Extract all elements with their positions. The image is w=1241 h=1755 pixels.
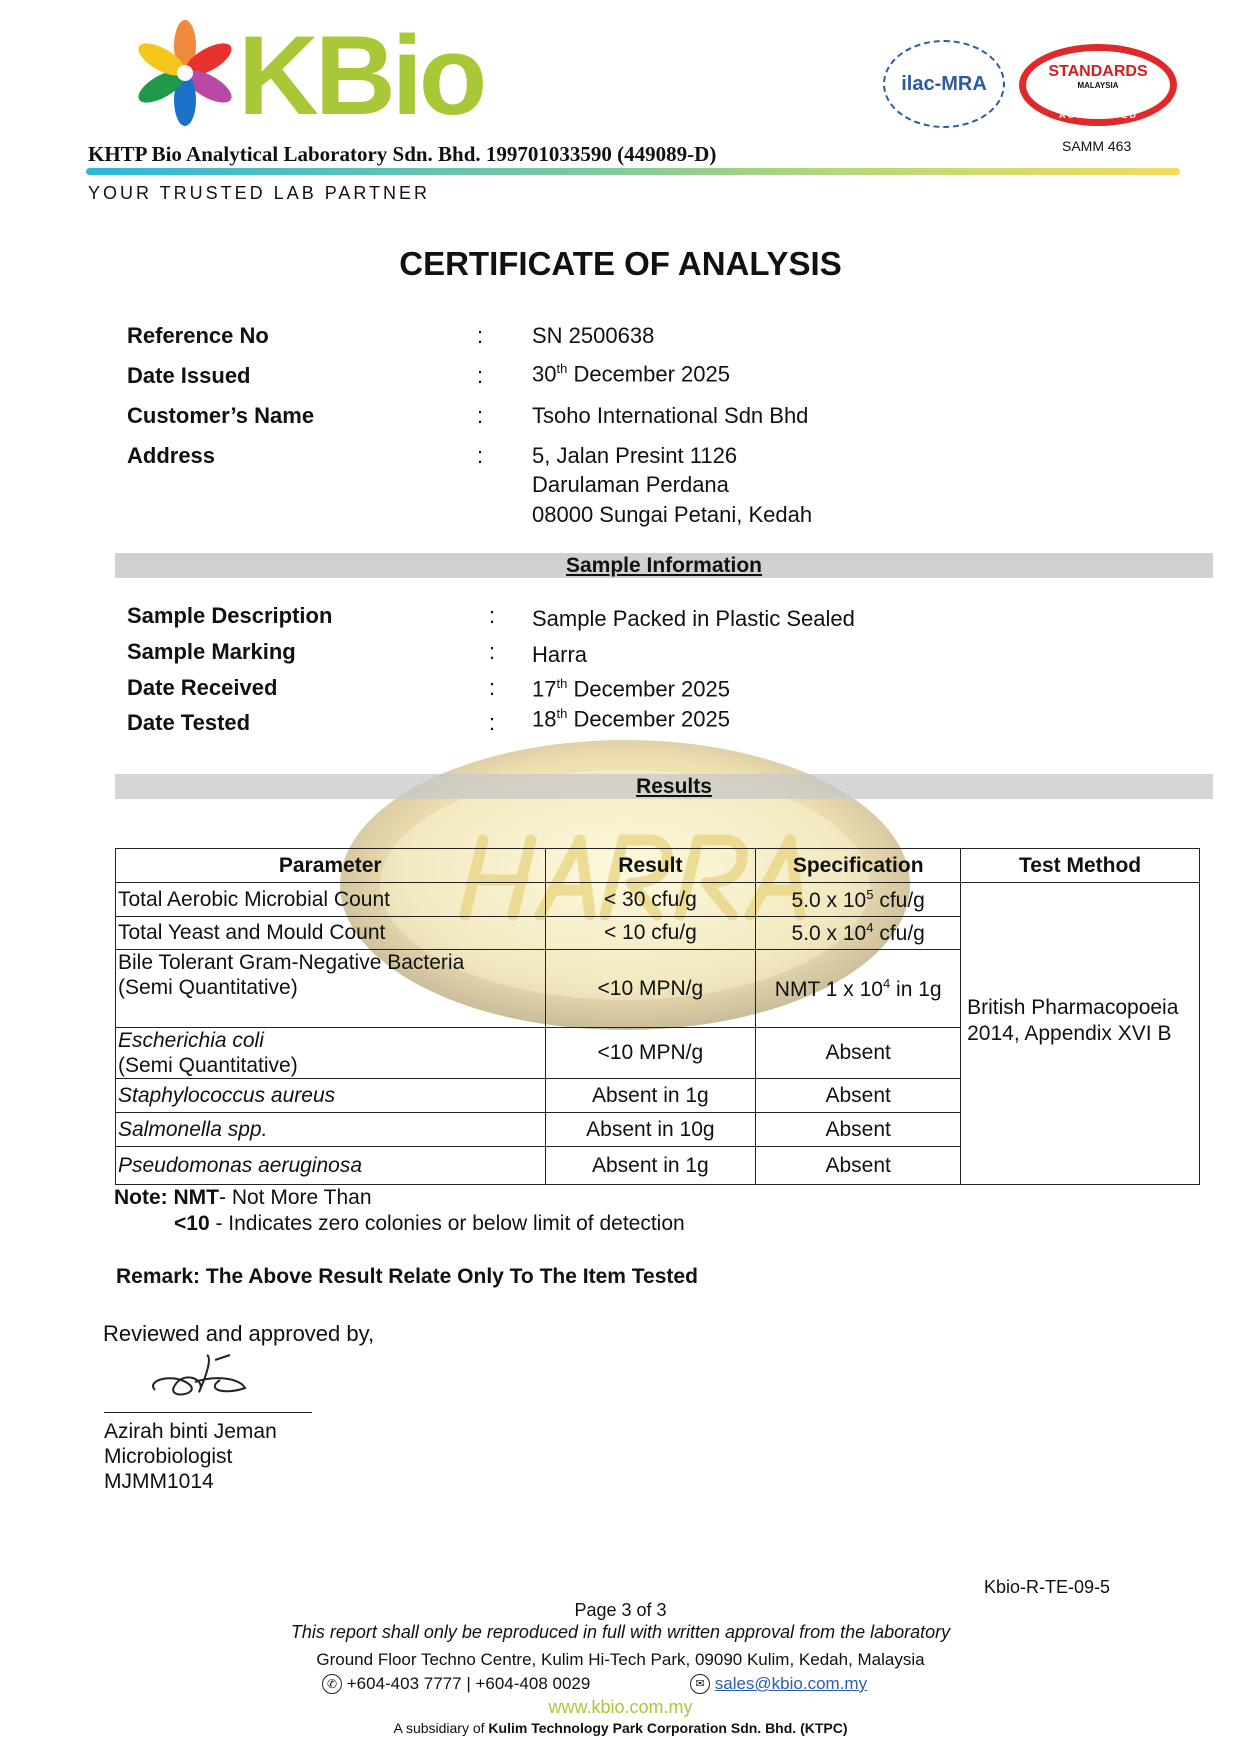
approver-id: MJMM1014 — [104, 1470, 214, 1493]
table-row: Total Aerobic Microbial Count < 30 cfu/g 5.0 x $10^5$ cfu/g British Pharmacopoeia 2014, Appendix XVI B — [116, 883, 1200, 917]
results-heading: Results — [115, 774, 1213, 799]
phone-icon: ✆ — [322, 1674, 342, 1694]
email-row — [690, 1674, 867, 1694]
table-header-row: Parameter Result Specification Test Method — [116, 849, 1200, 883]
address-line: Darulaman Perdana — [532, 472, 729, 497]
address-line: 5, Jalan Presint 1126 — [532, 443, 738, 468]
customer-name: Tsoho International Sdn Bhd — [532, 403, 809, 428]
note-nmt: Note: NMT- Not More Than — [114, 1186, 372, 1209]
lab-address: Ground Floor Techno Centre, Kulim Hi-Tech Park, 09090 Kulim, Kedah, Malaysia — [316, 1650, 925, 1669]
note-lt10: <10 - Indicates zero colonies or below limit of detection — [174, 1212, 685, 1235]
document-code: Kbio-R-TE-09-5 — [984, 1577, 1111, 1597]
email-icon: ✉ — [690, 1674, 710, 1694]
remark: Remark: The Above Result Relate Only To The Item Tested — [116, 1265, 698, 1288]
table-row: Staphylococcus aureus Absent in 1g Absent — [116, 1079, 1200, 1113]
header-gradient-rule — [86, 168, 1180, 175]
page-title: CERTIFICATE OF ANALYSIS — [399, 245, 842, 282]
page-number: Page 3 of 3 — [574, 1600, 667, 1620]
signature-line — [104, 1412, 312, 1413]
email-link[interactable]: sales@kbio.com.my — [714, 1674, 868, 1693]
kbio-logo — [130, 13, 510, 138]
company-name: KHTP Bio Analytical Laboratory Sdn. Bhd. 199701033590 (449089-D) — [88, 142, 717, 166]
phone-row: ✆ +604-403 7777 | +604-408 0029 — [322, 1674, 590, 1694]
tagline: YOUR TRUSTED LAB PARTNER — [88, 183, 431, 203]
disclaimer: This report shall only be reproduced in full with written approval from the laboratory — [290, 1622, 951, 1642]
standards-malaysia-logo: STANDARDS MALAYSIA ACCREDITED — [1019, 44, 1177, 126]
subsidiary: A subsidiary of Kulim Technology Park Corporation Sdn. Bhd. (KTPC) — [393, 1720, 848, 1736]
test-method: British Pharmacopoeia 2014, Appendix XVI B — [961, 883, 1200, 1185]
reviewed-by: Reviewed and approved by, — [103, 1321, 375, 1346]
reference-no: SN 2500638 — [532, 323, 655, 348]
address-line: 08000 Sungai Petani, Kedah — [532, 502, 813, 527]
table-row: Salmonella spp. Absent in 10g Absent — [116, 1113, 1200, 1147]
table-row: Escherichia coli (Semi Quantitative) <10 MPN/g Absent — [116, 1028, 1200, 1079]
table-row: Pseudomonas aeruginosa Absent in 1g Absent — [116, 1147, 1200, 1185]
logo-text: KBio — [238, 13, 484, 138]
website-link[interactable]: www.kbio.com.my — [548, 1697, 693, 1717]
sample-information-heading: Sample Information — [115, 553, 1213, 578]
table-row: Bile Tolerant Gram-Negative Bacteria (Semi Quantitative) <10 MPN/g NMT 1 x $10^4$ in 1g — [116, 950, 1200, 1028]
signature — [145, 1350, 255, 1410]
ilac-mra-logo: ilac-MRA — [883, 40, 1005, 128]
approver-role: Microbiologist — [104, 1445, 233, 1468]
results-table — [115, 848, 1200, 1185]
accreditation-number: SAMM 463 — [1062, 138, 1132, 154]
flower-icon — [135, 15, 235, 130]
date-issued: 30th December 2025 — [532, 361, 730, 387]
table-row: Total Yeast and Mould Count < 10 cfu/g 5.0 x $10^4$ cfu/g — [116, 917, 1200, 950]
approver-name: Azirah binti Jeman — [104, 1420, 277, 1443]
